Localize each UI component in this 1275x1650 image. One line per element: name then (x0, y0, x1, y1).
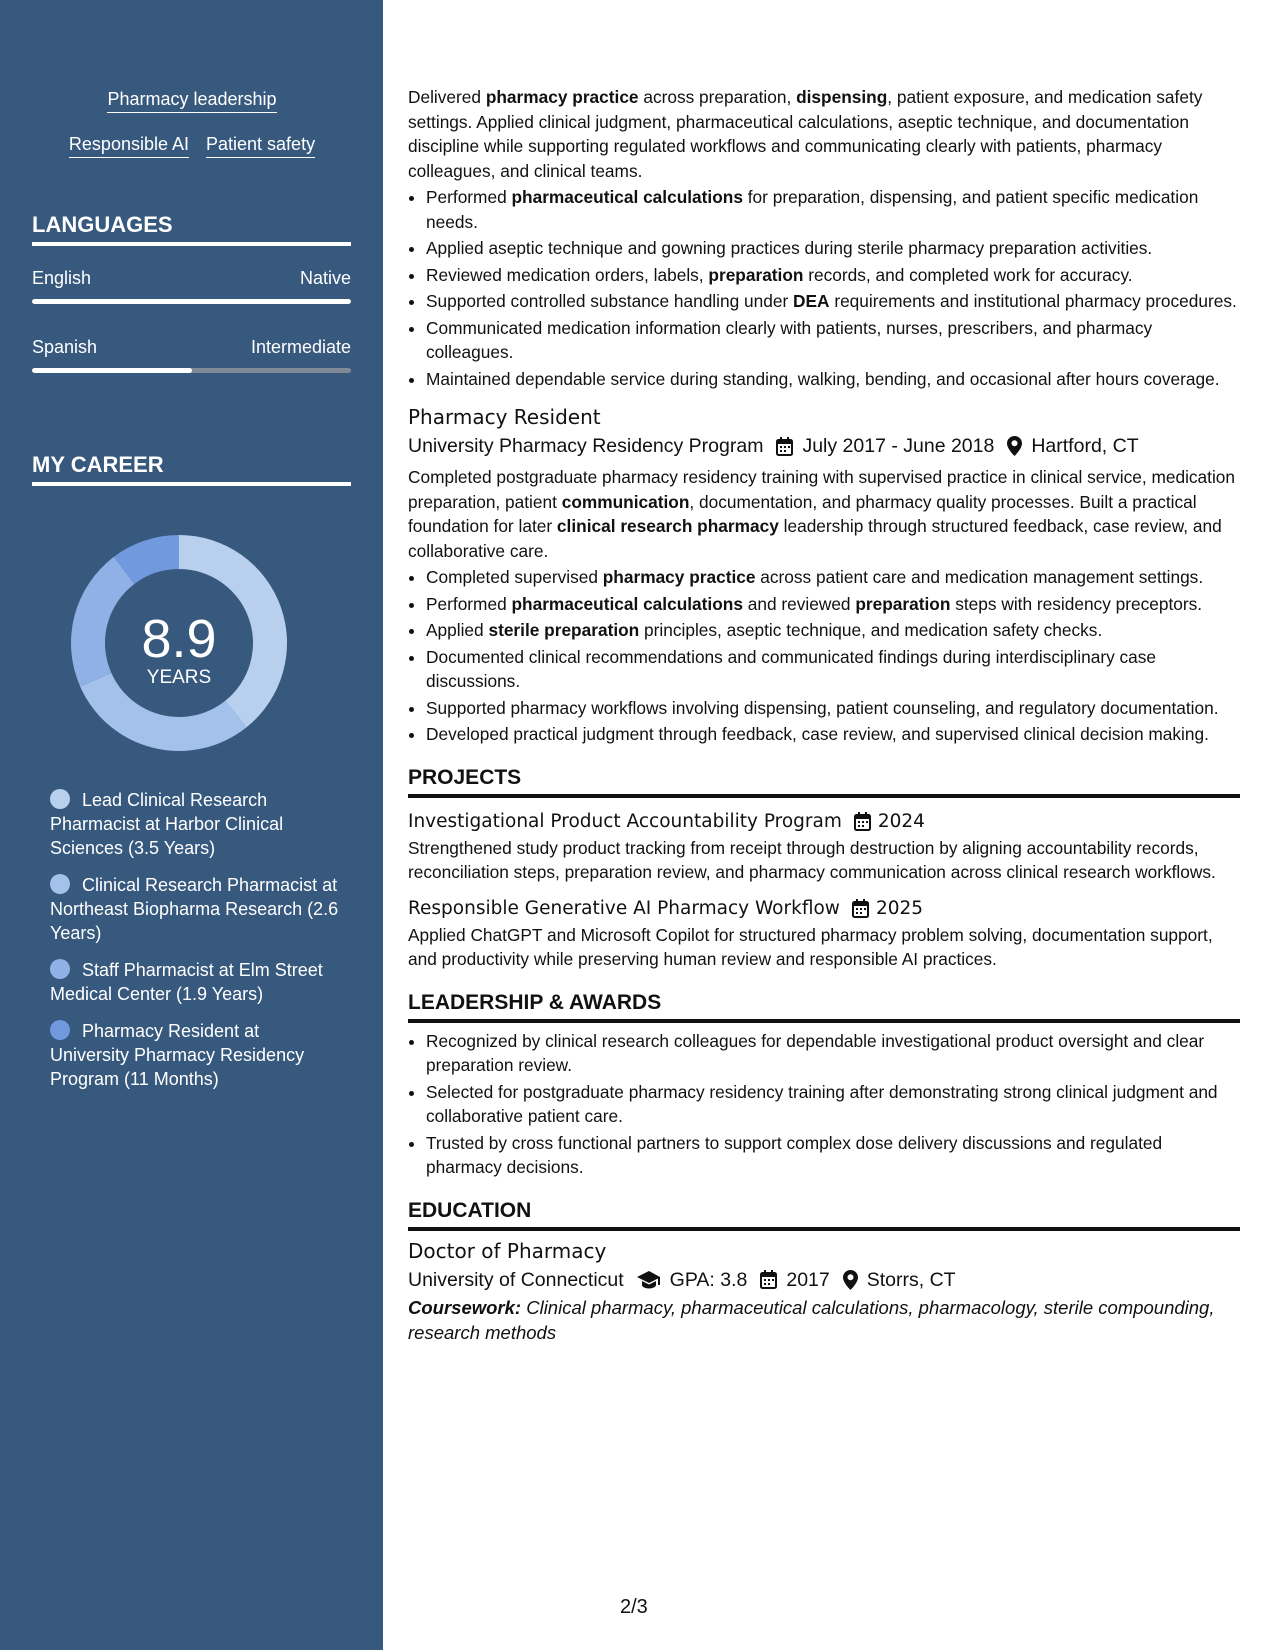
legend-dot-icon (50, 789, 70, 809)
text-segment: Completed postgraduate pharmacy residency training with supervised practice in clinical service, medication preparation, patient (408, 467, 1236, 512)
text-segment: Supported controlled substance handling under (426, 291, 794, 311)
bullet-item (426, 367, 1240, 392)
career-item (50, 873, 340, 945)
bullet-item (426, 592, 1240, 617)
text-segment: Developed practical judgment through feedback, case review, and supervised clinical decision making. (426, 724, 1209, 744)
sidebar (0, 0, 383, 1650)
text-segment: Reviewed medication orders, labels, (426, 264, 709, 285)
project-year: 2024 (877, 810, 925, 832)
languages-heading: LANGUAGES (32, 212, 351, 246)
text-segment: records, and completed work for accuracy. (803, 264, 1133, 285)
leadership-bullets (408, 1029, 1240, 1180)
bold-keyword: pharmacy practice (602, 567, 756, 587)
language-level: Intermediate (250, 337, 351, 357)
education-degree: Doctor of Pharmacy (408, 1238, 607, 1263)
bullet-item: • Trusted by cross functional partners to support complex dose delivery discussions and regulated pharmacy decisions. (426, 1131, 1240, 1180)
education-meta (408, 1265, 1240, 1295)
career-item-label: Pharmacy Resident at University Pharmacy Residency Program (11 Months) (50, 1021, 305, 1089)
career-heading: MY CAREER (32, 452, 351, 486)
education-coursework (408, 1295, 1240, 1345)
language-proficiency-bar (32, 368, 351, 373)
bold-keyword: pharmaceutical calculations (511, 187, 743, 207)
text-segment: steps with residency preceptors. (950, 593, 1203, 614)
bold-keyword: clinical research pharmacy (556, 516, 779, 536)
text-segment: Performed (426, 593, 512, 614)
project-description: Strengthened study product tracking from receipt through destruction by aligning accountability records, reconciliation steps, preparation review, and pharmacy communication across clinical research workflows. (408, 837, 1216, 882)
calendar-icon (854, 812, 871, 831)
career-list (50, 788, 340, 1104)
bullet-item (426, 565, 1240, 590)
career-item (50, 788, 340, 860)
project-item (408, 808, 1240, 885)
bold-keyword: preparation (708, 264, 804, 285)
language-proficiency-fill (32, 299, 351, 304)
projects-list (408, 808, 1240, 972)
text-segment: principles, aseptic technique, and medication safety checks. (639, 620, 1103, 640)
text-segment: across preparation, (638, 87, 797, 107)
text-segment: Applied (426, 620, 489, 640)
career-unit: YEARS (146, 667, 212, 688)
language-english (32, 267, 351, 304)
bullet-item: • Recognized by clinical research colleagues for dependable investigational product oversight and clear preparation review. (426, 1029, 1240, 1078)
bullet-item (426, 618, 1240, 643)
bold-keyword: DEA (793, 291, 830, 311)
coursework-text: Clinical pharmacy, pharmaceutical calculations, pharmacology, sterile compounding, research methods (408, 1296, 1215, 1343)
leadership-heading: LEADERSHIP & AWARDS (408, 990, 1240, 1023)
education-gpa: GPA: 3.8 (669, 1268, 748, 1291)
job-dates: July 2017 - June 2018 (802, 435, 995, 457)
career-item-label: Clinical Research Pharmacist at Northeast Biopharma Research (2.6 Years) (50, 875, 339, 943)
career-item-label: Staff Pharmacist at Elm Street Medical Center (1.9 Years) (50, 960, 323, 1004)
text-segment: Performed (426, 187, 512, 207)
bold-keyword: preparation (855, 593, 951, 614)
job-bullets (408, 565, 1240, 747)
text-segment: across patient care and medication management settings. (755, 567, 1204, 587)
main-content (408, 0, 1240, 1650)
project-year: 2025 (875, 897, 924, 919)
language-spanish (32, 336, 351, 373)
career-item (50, 1019, 340, 1091)
text-segment: Maintained dependable service during standing, walking, bending, and occasional after hours coverage. (426, 368, 1220, 389)
language-name: English (32, 268, 92, 288)
career-donut-chart (66, 530, 292, 756)
donut-slice (71, 557, 134, 687)
text-segment: requirements and institutional pharmacy procedures. (829, 291, 1237, 311)
text-segment: and reviewed (742, 593, 856, 614)
bold-keyword: dispensing (796, 87, 888, 107)
education-heading: EDUCATION (408, 1198, 1240, 1231)
project-title: Investigational Product Accountability Program (408, 810, 842, 832)
bold-keyword: pharmacy practice (485, 87, 639, 107)
career-total: 8.9 (141, 609, 217, 669)
bullet-item: • Selected for postgraduate pharmacy residency training after demonstrating strong clinical judgment and collaborative patient care. (426, 1080, 1240, 1129)
text-segment: Applied aseptic technique and gowning practices during sterile pharmacy preparation activities. (426, 238, 1153, 258)
language-proficiency-bar (32, 299, 351, 304)
coursework-label: Coursework: (408, 1296, 522, 1318)
language-name: Spanish (32, 337, 98, 357)
intro-summary (408, 85, 1240, 183)
career-item-label: Lead Clinical Research Pharmacist at Harbor Clinical Sciences (3.5 Years) (50, 790, 284, 858)
education-year: 2017 (786, 1268, 830, 1291)
bold-keyword: communication (561, 491, 690, 512)
text-segment: Delivered (408, 87, 486, 107)
projects-heading: PROJECTS (408, 765, 1240, 798)
bullet-item (426, 263, 1240, 288)
text-segment: Communicated medication information clearly with patients, nurses, prescribers, and pharmacy colleagues. (426, 317, 1153, 362)
language-proficiency-fill (32, 368, 192, 373)
project-title: Responsible Generative AI Pharmacy Workflow (408, 897, 840, 919)
skills-row (32, 88, 352, 113)
skill-tag: Responsible AI (69, 133, 189, 158)
text-segment: leadership through structured feedback, case review, and collaborative care. (408, 516, 1222, 561)
text-segment: , patient exposure, and medication safety settings. Applied clinical judgment, pharmaceutical calculations, aseptic technique, and documentation discipline while supporting regulated workflows and communicating clearly with patients, pharmacy colleagues, and clinical teams. (408, 87, 1203, 181)
job-title: Pharmacy Resident (408, 405, 601, 429)
text-segment: , documentation, and pharmacy quality processes. Built a practical foundation for later (408, 491, 1197, 536)
legend-dot-icon (50, 1020, 70, 1040)
job-summary (408, 465, 1240, 563)
text-segment: Supported pharmacy workflows involving dispensing, patient counseling, and regulatory documentation. (426, 697, 1219, 718)
project-header (408, 808, 1240, 836)
project-description: Applied ChatGPT and Microsoft Copilot for structured pharmacy problem solving, documentation support, and productivity while preserving human review and responsible AI practices. (408, 924, 1213, 969)
skills-row (32, 133, 352, 158)
calendar-icon (852, 899, 869, 918)
location-pin-icon (1007, 436, 1022, 456)
bold-keyword: sterile preparation (488, 620, 640, 640)
intro-bullets (408, 185, 1240, 391)
text-segment: Documented clinical recommendations and communicated findings during interdisciplinary case discussions. (426, 646, 1157, 691)
bullet-item (426, 645, 1240, 694)
bullet-item (426, 316, 1240, 365)
job-meta (408, 431, 1240, 461)
bullet-item (426, 236, 1240, 261)
bullet-item (426, 722, 1240, 747)
bold-keyword: pharmaceutical calculations (511, 593, 743, 614)
education-school: University of Connecticut (408, 1268, 624, 1291)
job-org: University Pharmacy Residency Program (408, 435, 764, 457)
text-segment: for preparation, dispensing, and patient specific medication needs. (426, 187, 1199, 232)
skill-tag: Patient safety (206, 133, 315, 158)
location-pin-icon (843, 1270, 858, 1290)
legend-dot-icon (50, 874, 70, 894)
legend-dot-icon (50, 959, 70, 979)
skill-tag: Pharmacy leadership (107, 88, 276, 113)
page-number: 2/3 (620, 1596, 648, 1618)
calendar-icon (760, 1270, 777, 1289)
project-item (408, 895, 1240, 972)
graduation-cap-icon (637, 1271, 661, 1289)
text-segment: Completed supervised (426, 567, 603, 587)
career-item (50, 958, 340, 1006)
calendar-icon (776, 437, 793, 456)
job-location: Hartford, CT (1031, 435, 1139, 457)
education-location: Storrs, CT (866, 1268, 956, 1291)
bullet-item (426, 289, 1240, 314)
project-header (408, 895, 1240, 923)
bullet-item (426, 185, 1240, 234)
language-level: Native (299, 268, 351, 288)
bullet-item (426, 696, 1240, 721)
